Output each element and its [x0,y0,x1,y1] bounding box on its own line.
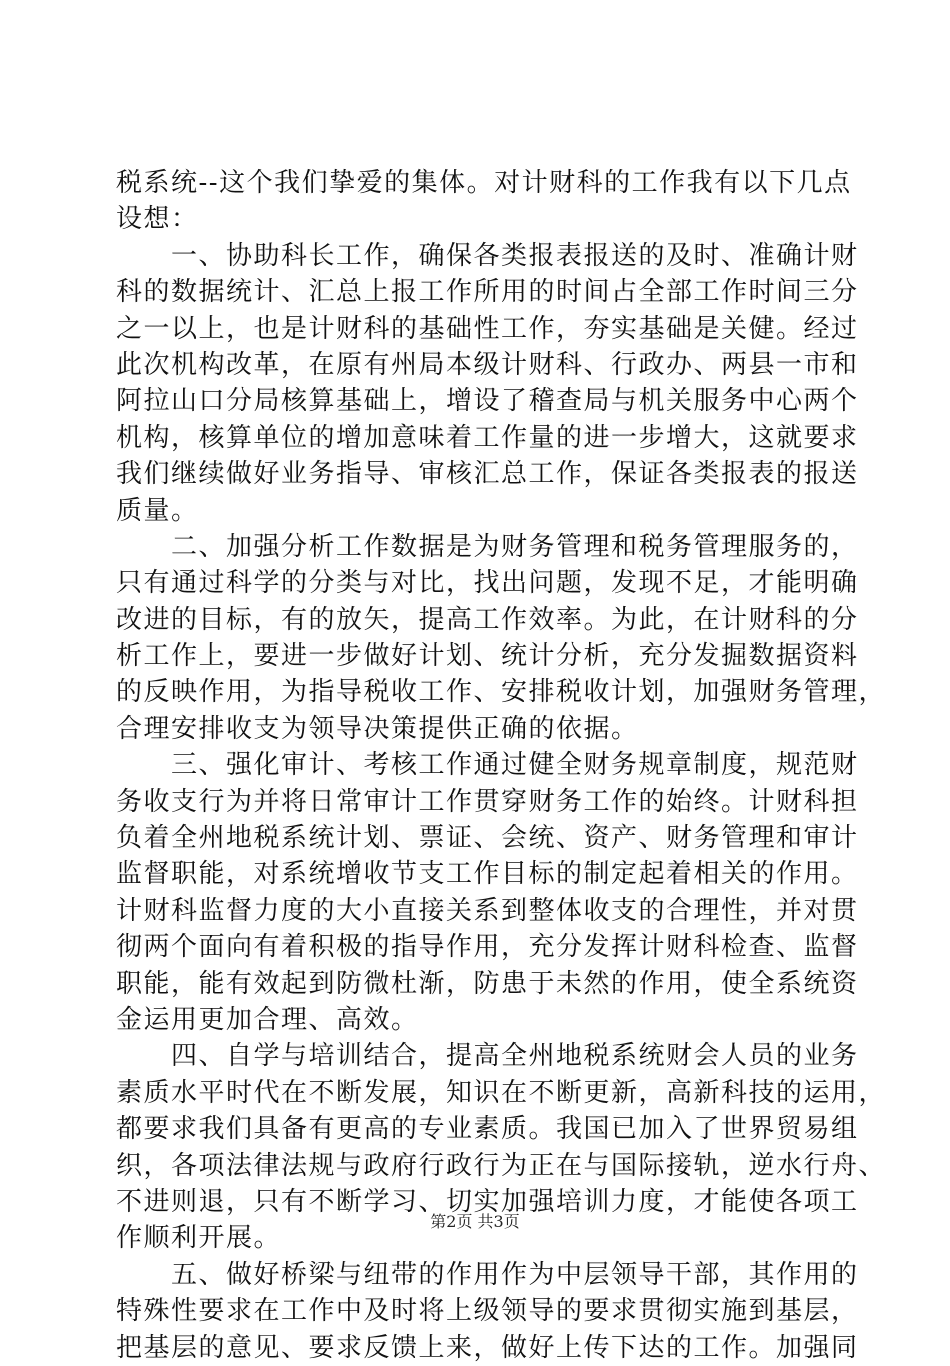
text-line: 彻两个面向有着积极的指导作用，充分发挥计财科检查、监督 [116,932,859,963]
text-line: 我们继续做好业务指导、审核汇总工作，保证各类报表的报送 [116,459,859,490]
text-line: 此次机构改革，在原有州局本级计财科、行政办、两县一市和 [116,349,859,380]
text-line: 把基层的意见、要求反馈上来，做好上传下达的工作。加强同 [116,1332,859,1363]
text-line: 析工作上，要进一步做好计划、统计分析，充分发掘数据资料 [116,641,859,672]
text-line: 改进的目标，有的放矢，提高工作效率。为此，在计财科的分 [116,604,859,635]
text-line: 作顺利开展。 [116,1223,282,1254]
text-line: 二、加强分析工作数据是为财务管理和税务管理服务的， [116,531,859,562]
text-line: 一、协助科长工作，确保各类报表报送的及时、准确计财 [116,240,859,271]
page-footer [0,1212,950,1232]
text-line: 科的数据统计、汇总上报工作所用的时间占全部工作时间三分 [116,277,859,308]
text-line: 特殊性要求在工作中及时将上级领导的要求贯彻实施到基层， [116,1296,859,1327]
text-line: 阿拉山口分局核算基础上，增设了稽查局与机关服务中心两个 [116,386,859,417]
text-line: 都要求我们具备有更高的专业素质。我国已加入了世界贸易组 [116,1114,859,1145]
text-line: 之一以上，也是计财科的基础性工作，夯实基础是关健。经过 [116,313,859,344]
text-line: 职能，能有效起到防微杜渐，防患于未然的作用，使全系统资 [116,968,859,999]
text-line: 监督职能，对系统增收节支工作目标的制定起着相关的作用。 [116,859,859,890]
text-line: 不进则退，只有不断学习、切实加强培训力度，才能使各项工 [116,1186,859,1217]
text-line: 五、做好桥梁与纽带的作用作为中层领导干部，其作用的 [116,1259,859,1290]
text-line: 金运用更加合理、高效。 [116,1004,419,1035]
text-line: 只有通过科学的分类与对比，找出问题，发现不足，才能明确 [116,568,859,599]
text-line: 织，各项法律法规与政府行政行为正在与国际接轨，逆水行舟、 [116,1150,887,1181]
page-number: 第2页 共3页 [430,1212,520,1231]
text-line: 四、自学与培训结合，提高全州地税系统财会人员的业务 [116,1041,859,1072]
text-line: 素质水平时代在不断发展，知识在不断更新，高新科技的运用， [116,1077,887,1108]
text-line: 税系统--这个我们挚爱的集体。对计财科的工作我有以下几点 [116,168,852,198]
text-line: 务收支行为并将日常审计工作贯穿财务工作的始终。计财科担 [116,786,859,817]
text-line: 质量。 [116,495,199,526]
text-line: 计财科监督力度的大小直接关系到整体收支的合理性，并对贯 [116,895,859,926]
body-text [116,165,887,1366]
text-line: 负着全州地税系统计划、票证、会统、资产、财务管理和审计 [116,823,859,854]
text-line: 设想： [116,204,199,235]
text-line: 三、强化审计、考核工作通过健全财务规章制度，规范财 [116,750,859,781]
text-line: 合理安排收支为领导决策提供正确的依据。 [116,713,639,744]
text-line: 的反映作用，为指导税收工作、安排税收计划，加强财务管理， [116,677,887,708]
text-line: 机构，核算单位的增加意味着工作量的进一步增大，这就要求 [116,422,859,453]
